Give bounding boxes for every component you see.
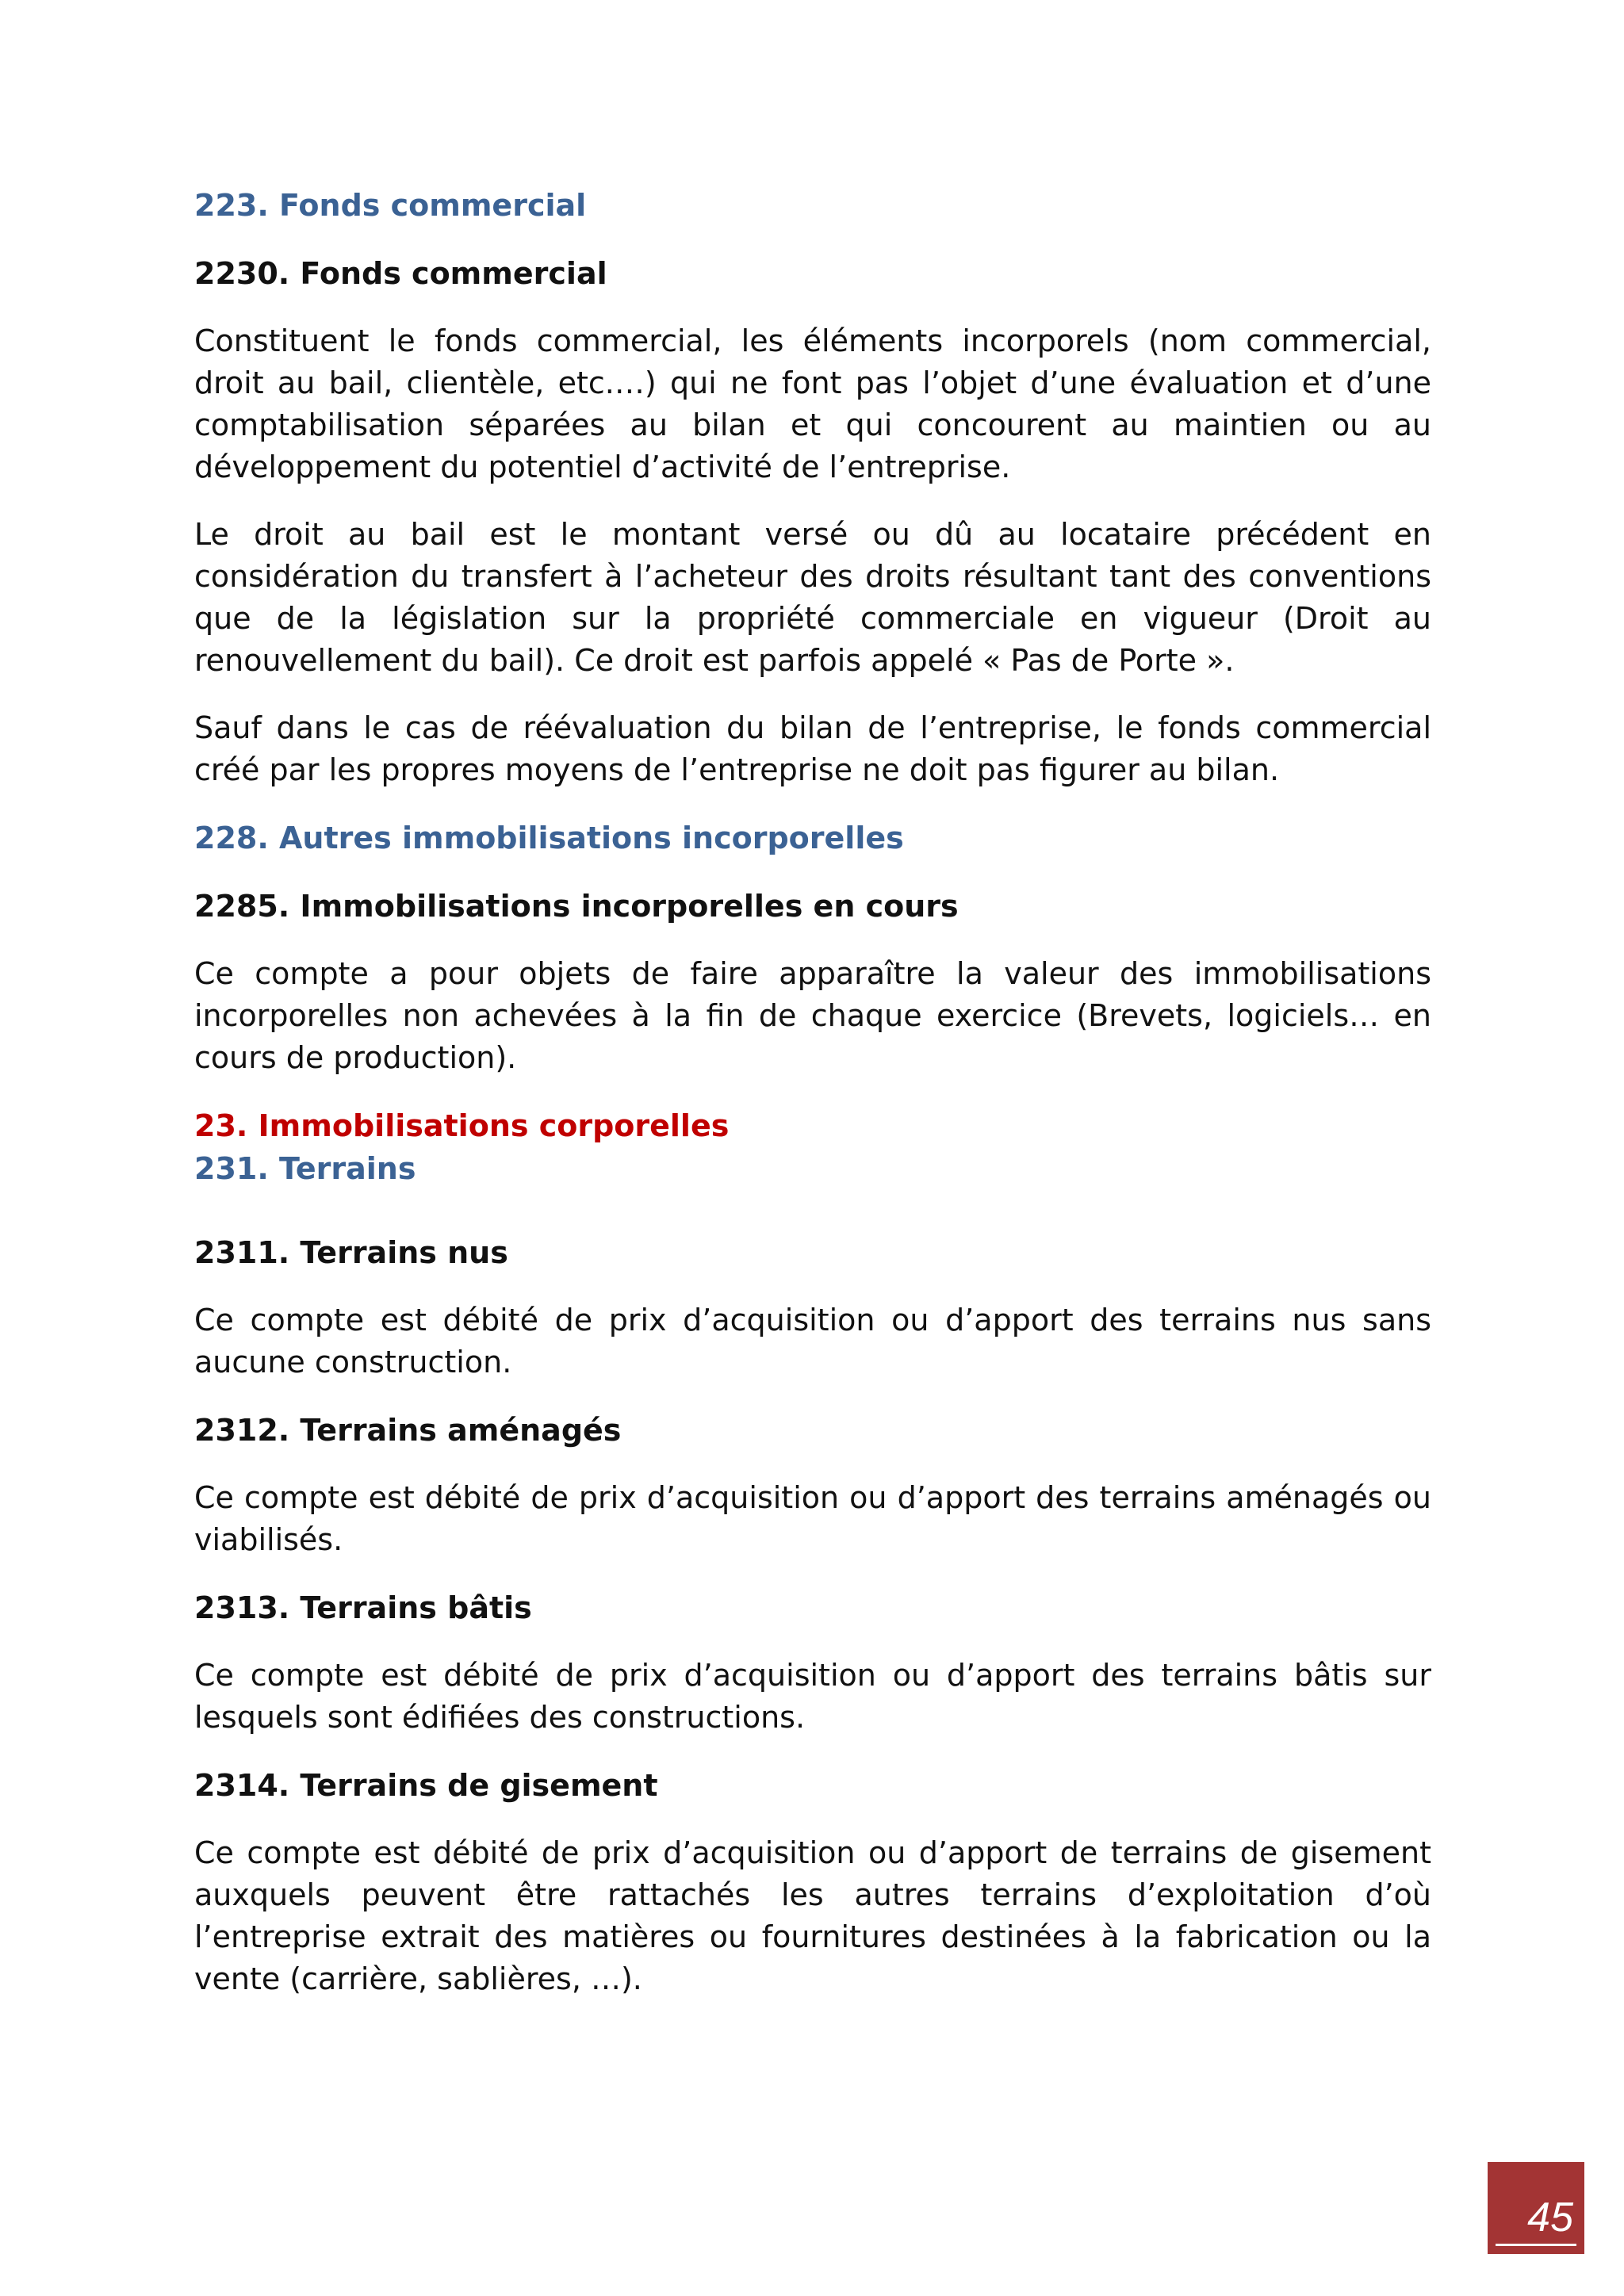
paragraph-2230-2: Le droit au bail est le montant versé ou dû au locataire précédent en considération du transfert à l’acheteur des droits résultant tant des conventions que de la législation sur la propriété commerciale en vigueur (Droit au renouvellement du bail). Ce droit est parfois appelé « Pas de Porte ». (194, 517, 1431, 678)
page-number: 45 (1527, 2195, 1573, 2241)
page-number-box (1488, 2162, 1584, 2254)
paragraph-2314: Ce compte est débité de prix d’acquisition ou d’apport de terrains de gisement auxquels peuvent être rattachés les autres terrains d’exploitation d’où l’entreprise extrait des matières ou fournitures destinées à la fabrication ou la vente (carrière, sablières, …). (194, 1835, 1431, 1996)
section-heading-228: 228. Autres immobilisations incorporelles (194, 821, 904, 855)
paragraph-2311: Ce compte est débité de prix d’acquisition ou d’apport des terrains nus sans aucune construction. (194, 1303, 1431, 1380)
subsection-heading-2230: 2230. Fonds commercial (194, 256, 607, 291)
document-body (194, 184, 1431, 2026)
subsection-heading-2311: 2311. Terrains nus (194, 1235, 508, 1270)
paragraph-2312: Ce compte est débité de prix d’acquisition ou d’apport des terrains aménagés ou viabilisés. (194, 1480, 1431, 1557)
page-number-underline (1496, 2244, 1576, 2246)
subsection-heading-2314: 2314. Terrains de gisement (194, 1768, 658, 1803)
section-heading-223: 223. Fonds commercial (194, 188, 587, 223)
subsection-heading-2312: 2312. Terrains aménagés (194, 1413, 622, 1448)
chapter-heading-23: 23. Immobilisations corporelles (194, 1108, 730, 1143)
section-heading-231: 231. Terrains (194, 1151, 416, 1186)
subsection-heading-2285: 2285. Immobilisations incorporelles en cours (194, 889, 959, 924)
paragraph-2230-1: Constituent le fonds commercial, les éléments incorporels (nom commercial, droit au bail, clientèle, etc.…) qui ne font pas l’objet d’une évaluation et d’une comptabilisation séparées au bilan et qui concourent au maintien ou au développement du potentiel d’activité de l’entreprise. (194, 323, 1431, 484)
paragraph-2230-3: Sauf dans le cas de réévaluation du bilan de l’entreprise, le fonds commercial créé par les propres moyens de l’entreprise ne doit pas figurer au bilan. (194, 710, 1431, 787)
subsection-heading-2313: 2313. Terrains bâtis (194, 1590, 532, 1625)
paragraph-2285: Ce compte a pour objets de faire apparaître la valeur des immobilisations incorporelles non achevées à la fin de chaque exercice (Brevets, logiciels… en cours de production). (194, 956, 1431, 1075)
paragraph-2313: Ce compte est débité de prix d’acquisition ou d’apport des terrains bâtis sur lesquels sont édifiées des constructions. (194, 1658, 1431, 1735)
